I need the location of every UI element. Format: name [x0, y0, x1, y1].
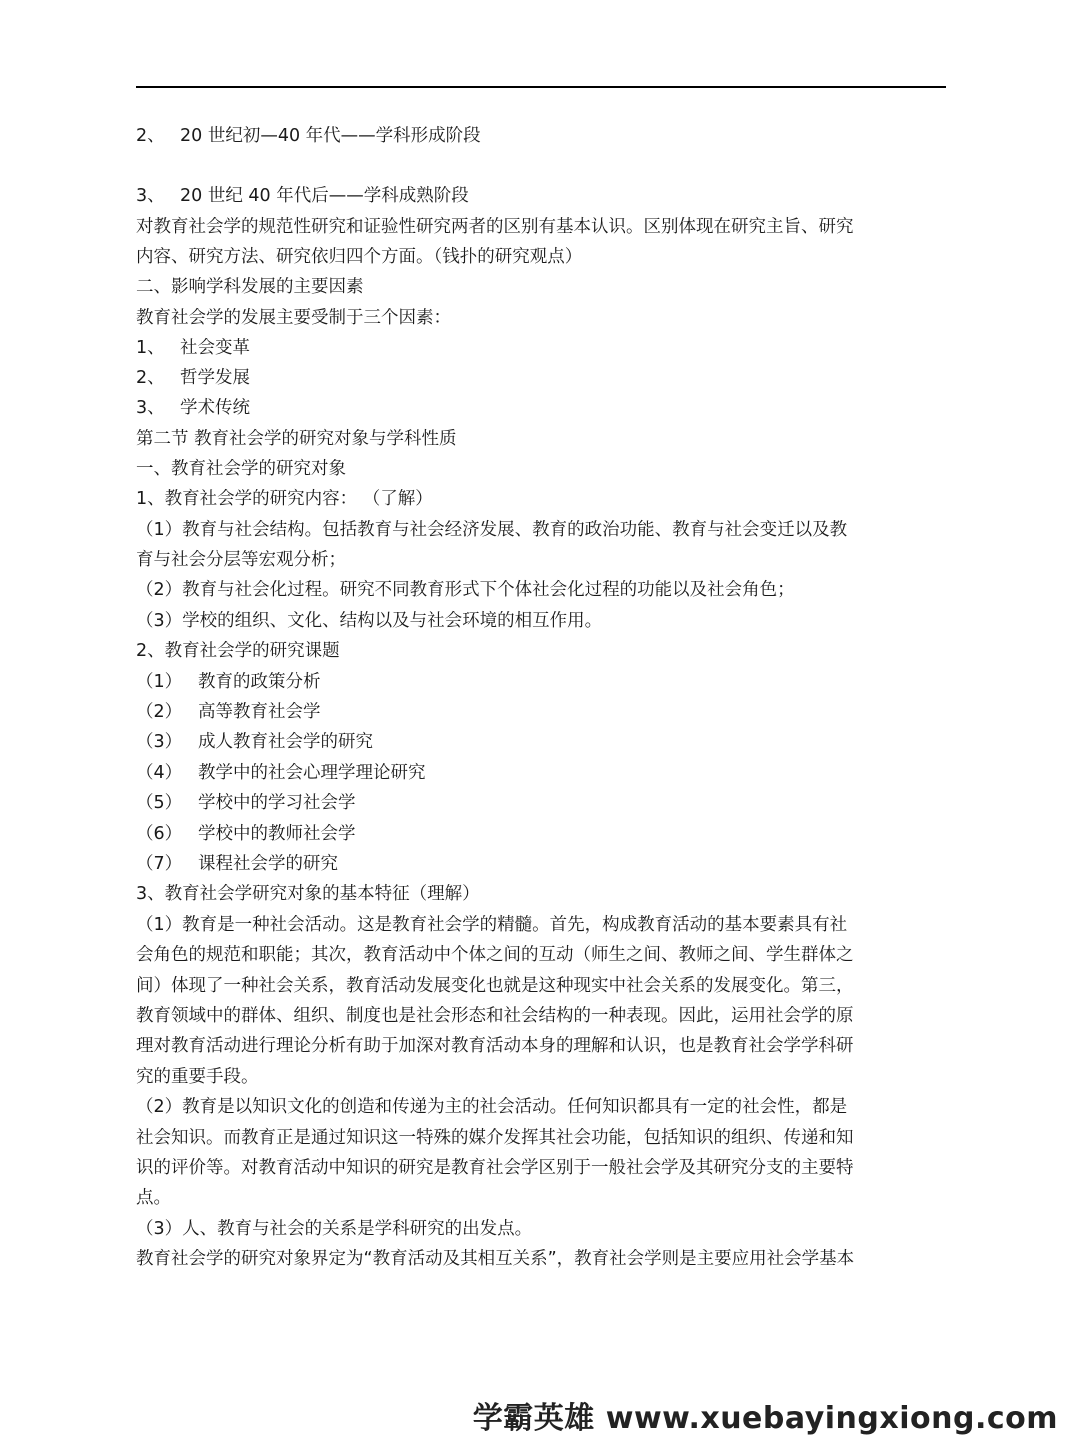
topic-text: 课程社会学的研究 — [198, 854, 338, 874]
paragraph-line: 会角色的规范和职能；其次，教育活动中个体之间的互动（师生之间、教师之间、学生群体之 — [136, 945, 854, 965]
stage-2-number: 2、 — [136, 126, 165, 146]
topic-item — [136, 761, 426, 785]
paragraph-line: 教育社会学的研究对象界定为“教育活动及其相互关系”，教育社会学则是主要应用社会学基本 — [136, 1249, 855, 1269]
paragraph-line: 内容、研究方法、研究依归四个方面。（钱扑的研究观点） — [136, 247, 583, 267]
paragraph-line: （2）教育是以知识文化的创造和传递为主的社会活动。任何知识都具有一定的社会性，都是 — [136, 1097, 848, 1117]
section-heading: 一、教育社会学的研究对象 — [136, 459, 346, 479]
sub-heading: 1、教育社会学的研究内容： （了解） — [136, 489, 433, 509]
paragraph-line: 间）体现了一种社会关系，教育活动发展变化也就是这种现实中社会关系的发展变化。第三， — [136, 976, 854, 996]
factor-number: 2、 — [136, 368, 165, 388]
topic-text: 成人教育社会学的研究 — [198, 732, 373, 752]
paragraph-line: 育与社会分层等宏观分析； — [136, 550, 346, 570]
paragraph-line: 究的重要手段。 — [136, 1067, 259, 1087]
factor-item — [136, 366, 250, 390]
topic-text: 教育的政策分析 — [198, 672, 321, 692]
topic-number: （6） — [136, 824, 183, 844]
paragraph-line: （2）教育与社会化过程。研究不同教育形式下个体社会化过程的功能以及社会角色； — [136, 580, 795, 600]
factor-item — [136, 336, 250, 360]
factor-text: 哲学发展 — [180, 368, 250, 388]
topic-item — [136, 791, 356, 815]
stage-3-text: 20 世纪 40 年代后——学科成熟阶段 — [180, 186, 469, 206]
sub-heading: 3、教育社会学研究对象的基本特征（理解） — [136, 884, 480, 904]
section-title: 第二节 教育社会学的研究对象与学科性质 — [136, 429, 457, 449]
stage-2-text: 20 世纪初—40 年代——学科形成阶段 — [180, 126, 481, 146]
topic-number: （3） — [136, 732, 183, 752]
paragraph-line: 社会知识。而教育正是通过知识这一特殊的媒介发挥其社会功能，包括知识的组织、传递和知 — [136, 1128, 854, 1148]
paragraph-line: （1）教育与社会结构。包括教育与社会经济发展、教育的政治功能、教育与社会变迁以及教 — [136, 520, 848, 540]
paragraph-line: 教育领域中的群体、组织、制度也是社会形态和社会结构的一种表现。因此，运用社会学的原 — [136, 1006, 854, 1026]
stage-2-heading — [136, 124, 481, 148]
topic-number: （4） — [136, 763, 183, 783]
factor-text: 社会变革 — [180, 338, 250, 358]
paragraph-line: 对教育社会学的规范性研究和证验性研究两者的区别有基本认识。区别体现在研究主旨、研究 — [136, 217, 854, 237]
paragraph-line: 理对教育活动进行理论分析有助于加深对教育活动本身的理解和认识，也是教育社会学学科研 — [136, 1036, 854, 1056]
topic-number: （1） — [136, 672, 183, 692]
paragraph-line: （3）人、教育与社会的关系是学科研究的出发点。 — [136, 1219, 533, 1239]
topic-text: 学校中的学习社会学 — [198, 793, 356, 813]
sub-heading: 2、教育社会学的研究课题 — [136, 641, 340, 661]
topic-text: 教学中的社会心理学理论研究 — [198, 763, 426, 783]
paragraph-line: （3）学校的组织、文化、结构以及与社会环境的相互作用。 — [136, 611, 603, 631]
stage-3-heading — [136, 184, 469, 208]
header-rule — [136, 86, 946, 88]
topic-item — [136, 730, 373, 754]
topic-item — [136, 822, 356, 846]
site-watermark: 学霸英雄 www.xuebayingxiong.com — [472, 1401, 1058, 1436]
topic-number: （2） — [136, 702, 183, 722]
paragraph-line: 教育社会学的发展主要受制于三个因素： — [136, 308, 451, 328]
paragraph-line: （1）教育是一种社会活动。这是教育社会学的精髓。首先，构成教育活动的基本要素具有社 — [136, 915, 848, 935]
factor-text: 学术传统 — [180, 398, 250, 418]
section-heading: 二、影响学科发展的主要因素 — [136, 277, 364, 297]
factor-item — [136, 396, 250, 420]
stage-3-number: 3、 — [136, 186, 165, 206]
paragraph-line: 识的评价等。对教育活动中知识的研究是教育社会学区别于一般社会学及其研究分支的主要特 — [136, 1158, 854, 1178]
topic-text: 高等教育社会学 — [198, 702, 321, 722]
topic-item — [136, 670, 321, 694]
topic-item — [136, 700, 321, 724]
paragraph-line: 点。 — [136, 1188, 171, 1208]
factor-number: 3、 — [136, 398, 165, 418]
topic-number: （7） — [136, 854, 183, 874]
topic-item — [136, 852, 338, 876]
topic-text: 学校中的教师社会学 — [198, 824, 356, 844]
topic-number: （5） — [136, 793, 183, 813]
factor-number: 1、 — [136, 338, 165, 358]
